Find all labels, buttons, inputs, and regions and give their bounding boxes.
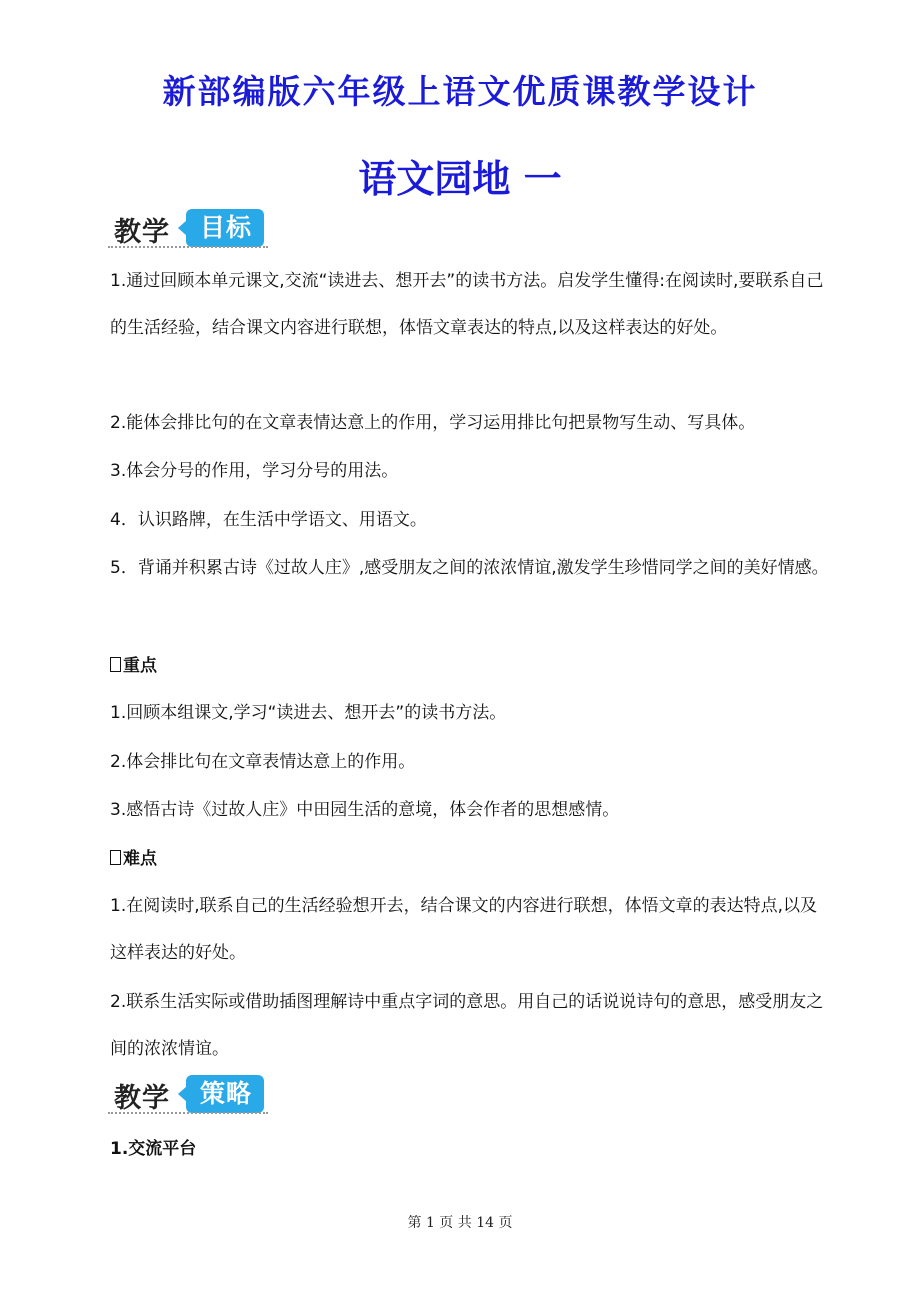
objective-item-3: 3.体会分号的作用，学习分号的用法。 — [110, 461, 399, 481]
objective-item-2: 2.能体会排比句的在文章表情达意上的作用，学习运用排比句把景物写生动、写具体。 — [110, 413, 756, 433]
objectives-header-underline — [108, 246, 268, 248]
strategy-header-tag: 策略 — [186, 1075, 264, 1113]
objective-item-1: 1.通过回顾本单元课文,交流“读进去、想开去”的读书方法。启发学生懂得:在阅读时,要联系自己的生活经验，结合课文内容进行联想，体悟文章表达的特点,以及这样表达的好处。 — [110, 271, 824, 338]
strategy-item-1: 1.交流平台 — [110, 1139, 197, 1159]
key-points-heading-label: 重点 — [123, 656, 157, 676]
strategy-header-underline — [108, 1112, 268, 1114]
key-point-item-2: 2.体会排比句在文章表情达意上的作用。 — [110, 752, 416, 772]
strategy-header-label: 教学 — [114, 1083, 170, 1114]
objectives-section-header — [108, 210, 368, 250]
document-title: 新部编版六年级上语文优质课教学设计 — [162, 72, 758, 111]
objective-item-4: 4．认识路牌，在生活中学语文、用语文。 — [110, 510, 427, 530]
difficult-points-heading-label: 难点 — [123, 849, 157, 869]
objective-item-5: 5．背诵并积累古诗《过故人庄》,感受朋友之间的浓浓情谊,激发学生珍惜同学之间的美好情感。 — [110, 558, 829, 578]
key-point-item-3: 3.感悟古诗《过故人庄》中田园生活的意境，体会作者的思想感情。 — [110, 800, 620, 820]
difficult-point-item-1: 1.在阅读时,联系自己的生活经验想开去，结合课文的内容进行联想，体悟文章的表达特点,以及这样表达的好处。 — [110, 896, 818, 963]
objectives-header-tag: 目标 — [186, 209, 264, 247]
checkbox-glyph-icon — [110, 657, 121, 672]
difficult-points-heading — [110, 847, 157, 871]
lesson-title: 语文园地 一 — [358, 157, 562, 201]
key-points-heading — [110, 654, 157, 678]
page-footer: 第 1 页 共 14 页 — [407, 1215, 513, 1231]
difficult-point-item-2: 2.联系生活实际或借助插图理解诗中重点字词的意思。用自己的话说说诗句的意思，感受朋友之间的浓浓情谊。 — [110, 992, 824, 1059]
key-point-item-1: 1.回顾本组课文,学习“读进去、想开去”的读书方法。 — [110, 703, 507, 723]
strategy-section-header — [108, 1076, 368, 1116]
objectives-header-label: 教学 — [114, 217, 170, 248]
checkbox-glyph-icon — [110, 850, 121, 865]
